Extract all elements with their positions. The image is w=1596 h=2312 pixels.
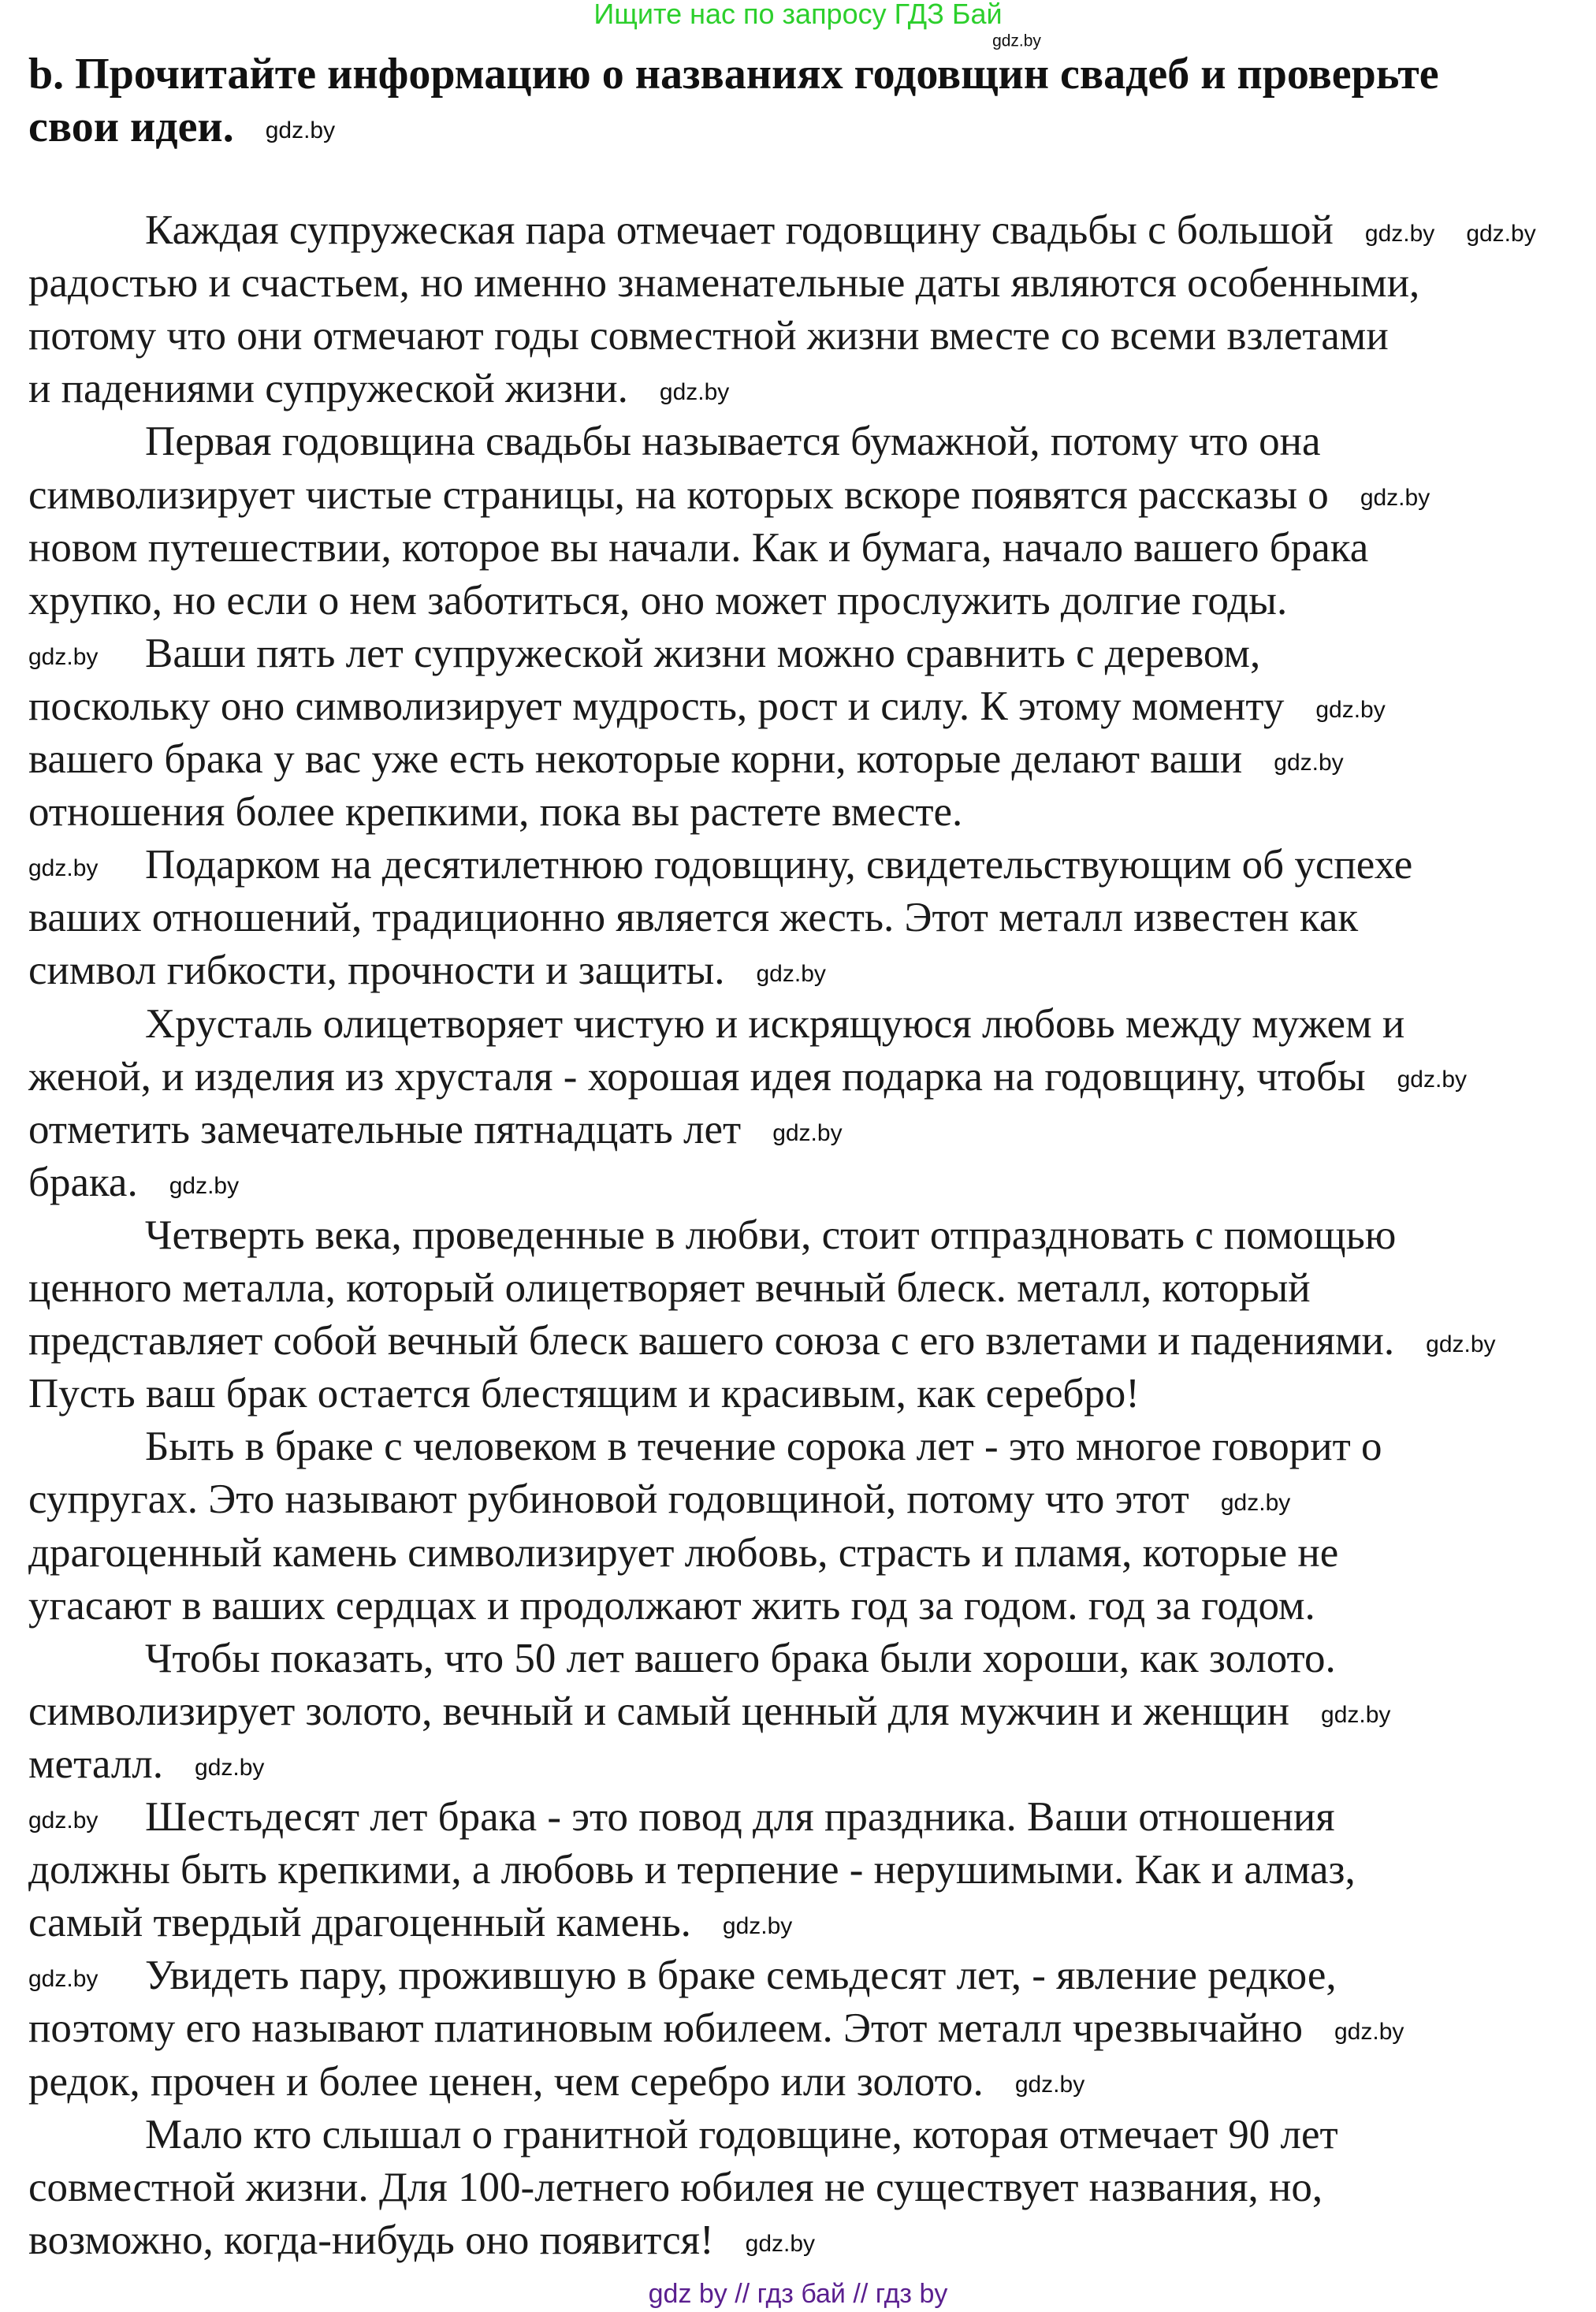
line-text: ценного металла, который олицетворяет вечный блеск. металл, который [28, 1265, 1311, 1311]
watermark-text: gdz.by [1364, 220, 1435, 247]
line-text: должны быть крепкими, а любовь и терпение - нерушимыми. Как и алмаз, [28, 1847, 1356, 1893]
paragraph-line [28, 1476, 1291, 1523]
watermark-text: gdz.by [1220, 1490, 1291, 1517]
line-text: Увидеть пару, прожившую в браке семьдесят лет, - явление редкое, [145, 1953, 1337, 1999]
line-text: отношения более крепкими, пока вы растете вместе. [28, 789, 963, 836]
line-text: металл. [28, 1741, 164, 1787]
paragraph-line [28, 683, 1386, 729]
paragraph-first-line [145, 421, 1321, 463]
watermark-text: gdz.by [28, 1966, 99, 1993]
watermark-text: gdz.by [745, 2230, 816, 2257]
paragraph-line [28, 1902, 792, 1944]
paragraph-line [28, 1159, 240, 1205]
line-text: редок, прочен и более ценен, чем серебро или золото. [28, 2058, 984, 2105]
line-text: женой, и изделия из хрусталя - хорошая идея подарка на годовщину, чтобы [28, 1053, 1366, 1100]
task-title-line-2 [28, 102, 336, 151]
watermark-text: gdz.by [1321, 1701, 1391, 1728]
paragraph-line [28, 897, 1358, 939]
watermark-text: gdz.by [1274, 749, 1344, 776]
watermark-text: gdz.by [1426, 1331, 1496, 1357]
footer-links: gdz by // гдз бай // гдз by [648, 2279, 948, 2309]
line-text: Пусть ваш брак остается блестящим и красивым, как серебро! [28, 1371, 1140, 1417]
paragraph-first-line [145, 1000, 1405, 1047]
watermark-text: gdz.by [1360, 485, 1430, 512]
line-text: Первая годовщина свадьбы называется бумажной, потому что она [145, 419, 1321, 465]
line-text: возможно, когда-нибудь оно появится! [28, 2217, 714, 2263]
watermark-text: gdz.by [1014, 2072, 1085, 2098]
watermark-text: gdz.by [659, 379, 730, 406]
line-text: драгоценный камень символизирует любовь, страсть и пламя, которые не [28, 1529, 1339, 1576]
paragraph-line [28, 2005, 1404, 2052]
line-text: представляет собой вечный блеск вашего союза с его взлетами и падениями. [28, 1318, 1395, 1364]
line-text: Быть в браке с человеком в течение сорока лет - это многое говорит о [145, 1424, 1382, 1470]
paragraph-first-line [28, 1955, 1337, 1997]
paragraph-line [28, 1053, 1468, 1100]
line-text: символизирует золото, вечный и самый ценный для мужчин и женщин [28, 1688, 1290, 1734]
paragraph-line [28, 950, 826, 992]
paragraph-line [28, 260, 1420, 307]
line-text: и падениями супружеской жизни. [28, 366, 628, 412]
paragraph-line [28, 1373, 1140, 1415]
line-text: Мало кто слышал о гранитной годовщине, которая отмечает 90 лет [145, 2111, 1338, 2157]
watermark-text: gdz.by [1334, 2019, 1404, 2046]
paragraph-line [28, 2058, 1085, 2105]
watermark-text: gdz.by [28, 855, 99, 882]
line-text: Хрусталь олицетворяет чистую и искрящуюся любовь между мужем и [145, 1000, 1405, 1047]
watermark-text: gdz.by [1397, 1067, 1468, 1093]
line-text: потому что они отмечают годы совместной жизни вместе со всеми взлетами [28, 313, 1389, 359]
paragraph-line [28, 315, 1389, 357]
watermark-text: gdz.by [195, 1754, 265, 1781]
line-text: брака. [28, 1159, 138, 1205]
line-text: хрупко, но если о нем заботиться, оно может прослужить долгие годы. [28, 577, 1288, 624]
paragraph-line [28, 524, 1369, 571]
paragraph-first-line [145, 207, 1536, 253]
paragraph-first-line [145, 1212, 1397, 1258]
paragraph-line [28, 1529, 1339, 1576]
paragraph-first-line [145, 1426, 1382, 1468]
watermark-text: gdz.by [992, 32, 1041, 50]
line-text: символ гибкости, прочности и защиты. [28, 948, 725, 994]
watermark-text: gdz.by [1466, 220, 1536, 247]
paragraph-line [28, 1106, 843, 1152]
line-text: вашего брака у вас уже есть некоторые корни, которые делают ваши [28, 736, 1243, 782]
line-text: Шестьдесят лет брака - это повод для праздника. Ваши отношения [145, 1794, 1335, 1840]
paragraph-first-line [28, 844, 1412, 886]
task-title-line: b. Прочитайте информацию о названиях годовщин свадеб и проверьте [28, 50, 1439, 99]
line-text: радостью и счастьем, но именно знаменательные даты являются особенными, [28, 260, 1420, 307]
watermark-text: gdz.by [722, 1913, 793, 1940]
paragraph-line [28, 1265, 1311, 1311]
paragraph-first-line [145, 1635, 1336, 1681]
paragraph-first-line [28, 1796, 1335, 1838]
line-text: поскольку оно символизирует мудрость, рост и силу. К этому моменту [28, 683, 1285, 729]
paragraph-line [28, 1741, 265, 1787]
line-text: самый твердый драгоценный камень. [28, 1900, 691, 1946]
paragraph-line [28, 789, 963, 836]
watermark-text: gdz.by [169, 1172, 240, 1199]
paragraph-first-line [145, 2111, 1338, 2157]
line-text: Четверть века, проведенные в любви, стоит отпраздновать с помощью [145, 1212, 1397, 1258]
paragraph-line [28, 368, 729, 410]
watermark-text: gdz.by [28, 643, 99, 670]
paragraph-line [28, 577, 1288, 624]
line-text: отметить замечательные пятнадцать лет [28, 1106, 742, 1152]
line-text: совместной жизни. Для 100-летнего юбилея не существует названия, но, [28, 2164, 1323, 2210]
paragraph-line [28, 2164, 1323, 2210]
line-text: супругах. Это называют рубиновой годовщиной, потому что этот [28, 1476, 1189, 1523]
paragraph-line [28, 471, 1430, 518]
line-text: поэтому его называют платиновым юбилеем. Этот металл чрезвычайно [28, 2005, 1303, 2052]
paragraph-line [28, 1320, 1496, 1362]
paragraph-line [28, 1688, 1391, 1734]
watermark-text: gdz.by [28, 1807, 99, 1834]
line-text: угасают в ваших сердцах и продолжают жить год за годом. год за годом. [28, 1582, 1315, 1629]
paragraph-first-line [28, 630, 1261, 676]
watermark-text: gdz.by [772, 1119, 843, 1146]
line-text: Подарком на десятилетнюю годовщину, свидетельствующим об успехе [145, 842, 1413, 888]
line-text: Чтобы показать, что 50 лет вашего брака были хороши, как золото. [145, 1635, 1336, 1681]
line-text: Ваши пять лет супружеской жизни можно сравнить с деревом, [145, 630, 1261, 676]
watermark-text: gdz.by [756, 961, 826, 988]
paragraph-line [28, 736, 1344, 782]
line-text: символизирует чистые страницы, на которых вскоре появятся рассказы о [28, 471, 1329, 518]
line-text: Каждая супружеская пара отмечает годовщину свадьбы с большой [145, 207, 1334, 253]
watermark-text: gdz.by [1315, 696, 1386, 723]
line-text: новом путешествии, которое вы начали. Как и бумага, начало вашего брака [28, 524, 1369, 571]
paragraph-line [28, 1582, 1315, 1629]
paragraph-line [28, 2217, 816, 2263]
search-hint-banner: Ищите нас по запросу ГДЗ Бай [593, 0, 1003, 30]
line-text: ваших отношений, традиционно является жесть. Этот металл известен как [28, 895, 1359, 941]
task-title-text: свои идеи. [28, 102, 234, 151]
paragraph-line [28, 1849, 1356, 1891]
watermark-text: gdz.by [265, 117, 336, 144]
